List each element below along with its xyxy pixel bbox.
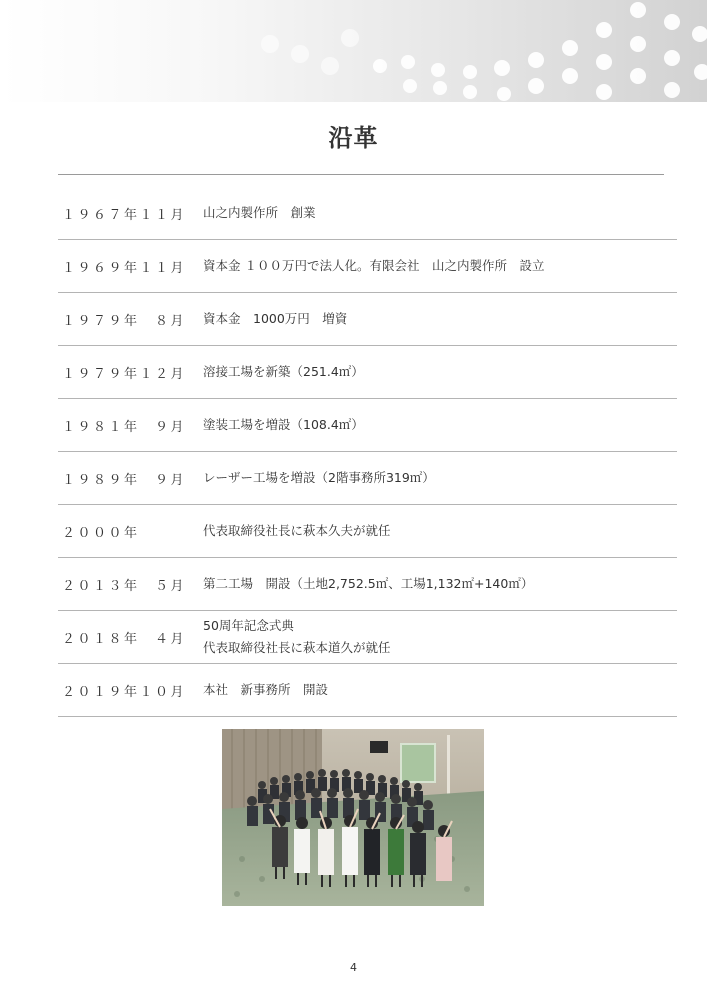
history-event	[203, 664, 328, 716]
dot-pattern	[0, 0, 707, 102]
history-event	[203, 399, 364, 451]
history-event	[203, 505, 391, 557]
history-row	[58, 399, 677, 452]
history-row	[58, 452, 677, 505]
history-date: ２０１３年 ５月	[62, 578, 187, 594]
history-event-line: 50周年記念式典	[203, 618, 294, 633]
history-event-line: 資本金 1000万円 増資	[203, 311, 348, 326]
history-row	[58, 187, 677, 240]
history-row	[58, 293, 677, 346]
history-row	[58, 505, 677, 558]
history-event	[203, 187, 316, 239]
history-event-line: 塗装工場を増設（108.4㎡）	[203, 417, 364, 432]
group-photo-illustration	[222, 729, 484, 906]
history-table	[58, 187, 677, 717]
history-date: １９７９年 ８月	[62, 313, 187, 329]
history-event-line: 本社 新事務所 開設	[203, 682, 329, 697]
header-decoration	[0, 0, 707, 102]
history-event-line: 溶接工場を新築（251.4㎡）	[203, 364, 364, 379]
page-number: 4	[350, 961, 357, 974]
history-row	[58, 611, 677, 664]
history-date: ２０１８年 ４月	[62, 631, 187, 647]
history-event	[203, 240, 544, 292]
history-event-line: 山之内製作所 創業	[203, 205, 316, 220]
history-event	[203, 611, 391, 663]
title-divider	[58, 174, 664, 175]
history-date: １９８９年 ９月	[62, 472, 187, 488]
history-event-line: 第二工場 開設（土地2,752.5㎡、工場1,132㎡+140㎡）	[203, 576, 534, 591]
history-event-line: 資本金 １００万円で法人化。有限会社 山之内製作所 設立	[203, 258, 545, 273]
history-date: ２０００年	[62, 525, 140, 541]
history-event	[203, 558, 533, 610]
history-event	[203, 293, 347, 345]
history-event	[203, 452, 435, 504]
history-date: ２０１９年１０月	[62, 684, 187, 700]
history-date: １９６９年１１月	[62, 260, 187, 276]
group-photo	[222, 729, 484, 906]
history-date: １９８１年 ９月	[62, 419, 187, 435]
history-date: １９６７年１１月	[62, 207, 187, 223]
history-event	[203, 346, 364, 398]
history-event-line: レーザー工場を増設（2階事務所319㎡）	[203, 470, 435, 485]
history-row	[58, 346, 677, 399]
history-event-line: 代表取締役社長に萩本久夫が就任	[203, 523, 391, 538]
history-date: １９７９年１２月	[62, 366, 187, 382]
history-row	[58, 558, 677, 611]
history-event-line: 代表取締役社長に萩本道久が就任	[203, 640, 391, 655]
page-title: 沿革	[328, 124, 379, 152]
history-row	[58, 664, 677, 717]
history-row	[58, 240, 677, 293]
